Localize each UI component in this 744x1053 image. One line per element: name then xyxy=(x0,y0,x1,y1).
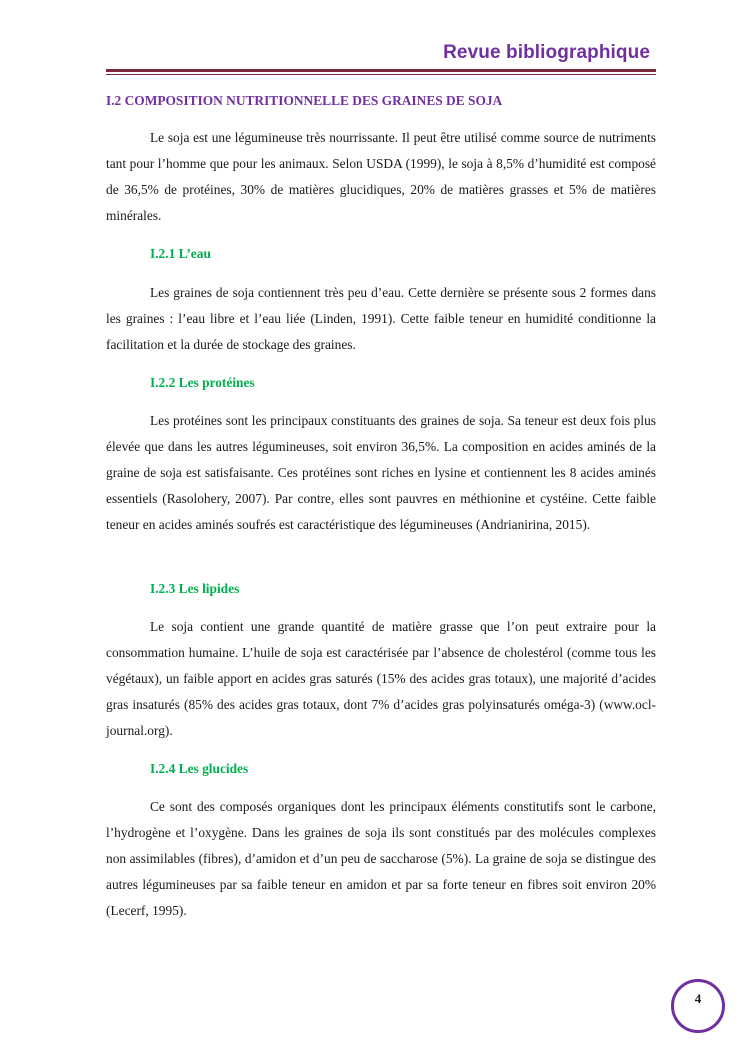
paragraph-proteines: Les protéines sont les principaux constituants des graines de soja. Sa teneur est deux fois plus élevée que dans les autres légumineuses, soit environ 36,5%. La composition en acides aminés de la graine de soja est satisfaisante. Ces protéines sont riches en lysine et contiennent les 8 acides aminés essentiels (Rasolohery, 2007). Par contre, elles sont pauvres en méthionine et cystéine. Cette faible teneur en acides aminés soufrés est caractéristique des légumineuses (Andrianirina, 2015). xyxy=(106,413,656,532)
subsection-title-glucides: I.2.4 Les glucides xyxy=(150,761,249,776)
intro-paragraph: Le soja est une légumineuse très nourrissante. Il peut être utilisé comme source de nutriments tant pour l’homme que pour les animaux. Selon USDA (1999), le soja à 8,5% d’humidité est composé de 36,5% de protéines, 30% de matières glucidiques, 20% de matières grasses et 5% de matières minérales. xyxy=(106,130,656,223)
subsection-title-eau: I.2.1 L’eau xyxy=(150,246,211,261)
paragraph-glucides: Ce sont des composés organiques dont les principaux éléments constitutifs sont le carbone, l’hydrogène et l’oxygène. Dans les graines de soja ils sont constitués par des molécules complexes non assimilables (fibres), d’amidon et d’un peu de saccharose (5%). La graine de soja se distingue des autres légumineuses par sa faible teneur en amidon et par sa forte teneur en fibres soit environ 20% (Lecerf, 1995). xyxy=(106,799,656,918)
header-rule-thin xyxy=(106,74,656,75)
paragraph-lipides: Le soja contient une grande quantité de matière grasse que l’on peut extraire pour la consommation humaine. L’huile de soja est caractérisée par l’absence de cholestérol (comme tous les végétaux), un faible apport en acides gras saturés (15% des acides gras totaux), une majorité d’acides gras insaturés (85% des acides gras totaux, dont 7% d’acides gras polyinsaturés oméga-3) (www.ocl-journal.org). xyxy=(106,619,656,738)
header-rule-thick xyxy=(106,69,656,72)
paragraph-eau: Les graines de soja contiennent très peu d’eau. Cette dernière se présente sous 2 formes dans les graines : l’eau libre et l’eau liée (Linden, 1991). Cette faible teneur en humidité conditionne la facilitation et la durée de stockage des graines. xyxy=(106,285,656,352)
section-title: I.2 COMPOSITION NUTRITIONNELLE DES GRAINES DE SOJA xyxy=(106,93,503,108)
subsection-title-proteines: I.2.2 Les protéines xyxy=(150,375,255,390)
subsection-title-lipides: I.2.3 Les lipides xyxy=(150,581,240,596)
page-number: 4 xyxy=(694,991,702,1006)
header-title: Revue bibliographique xyxy=(443,42,650,63)
page-number-badge xyxy=(671,979,725,1033)
